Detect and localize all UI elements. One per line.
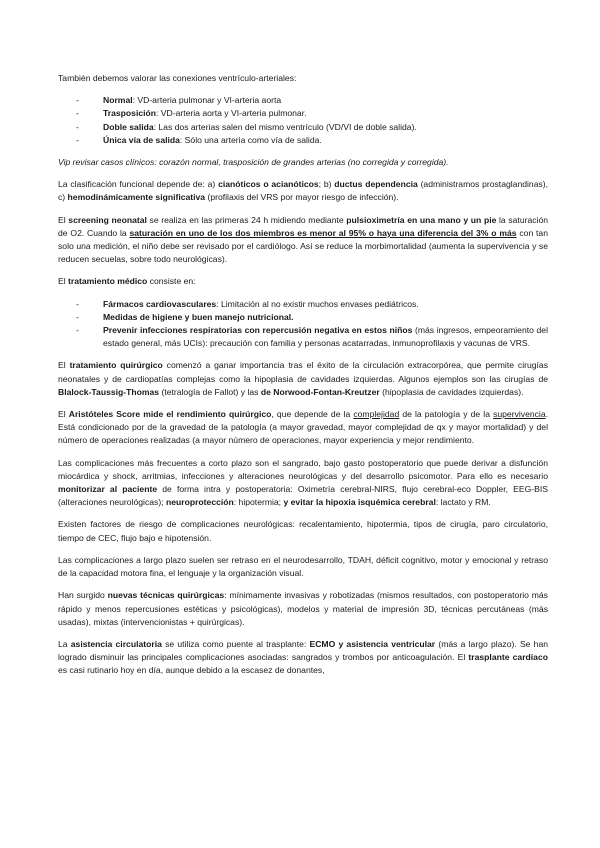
text-run: : hipotermia;: [233, 497, 284, 508]
text-run: (administramos prostaglandinas),: [417, 179, 549, 190]
bold-run: screening neonatal: [68, 214, 147, 225]
paragraph-tratamiento-quirurgico: [58, 359, 548, 399]
bold-run: nuevas técnicas quirúrgicas: [107, 590, 225, 601]
bold-run: tratamiento quirúrgico: [69, 360, 163, 371]
text-run: es casi rutinario hoy en día, aunque debido a la escasez de donantes,: [58, 665, 325, 676]
list-conexiones: [58, 94, 548, 147]
bold-run: Aristóteles Score mide el rendimiento quirúrgico: [68, 409, 272, 420]
list-item-text: (más ingresos, empeoramiento del estado general, más UCIs): precaución con familia y personas acatarradas, inmunoprofilaxis y vacunas de VRS.: [103, 325, 548, 349]
list-item-term: Medidas de higiene y buen manejo nutricional.: [103, 311, 294, 322]
text-run: se utiliza como puente al trasplante:: [161, 638, 310, 649]
paragraph-nuevas-tecnicas: [58, 589, 548, 629]
bold-run: monitorizar al paciente: [58, 484, 158, 495]
text-run: de la patología y de la: [399, 409, 494, 420]
text-run: de forma intra y postoperatoria: Oximetría cerebral-NIRS, flujo cerebral-eco Doppler, EEG-BIS (alteraciones neurológicas);: [58, 484, 548, 508]
paragraph-conexiones-intro: También debemos valorar las conexiones ventrículo-arteriales:: [58, 73, 297, 83]
list-tratamiento-medico: [58, 298, 548, 351]
underline-run: supervivencia: [493, 409, 546, 420]
list-item-term: Fármacos cardiovasculares: [103, 298, 217, 309]
bold-run: neuroprotección: [165, 497, 234, 508]
text-run: (tetralogía de Fallot) y las: [159, 386, 261, 397]
text-run: (hipoplasia de cavidades izquierdas).: [379, 386, 524, 397]
bold-run: ECMO y asistencia ventricular: [309, 638, 436, 649]
bold-run: de Norwood-Fontan-Kreutzer: [260, 386, 380, 397]
text-run: con tan solo una medición, el niño debe ser revisado por el cardiólogo. Así se reduce la morbimortalidad (aumenta la supervivencia y se reducen secuelas, sobre todo neurológicas).: [58, 227, 548, 265]
list-item: [58, 121, 548, 134]
bold-run: tratamiento médico: [68, 276, 148, 287]
bold-run: ductus dependencia: [334, 179, 418, 190]
paragraph-tratamiento-medico: [58, 275, 548, 288]
list-item: [58, 311, 548, 324]
paragraph-complicaciones: [58, 457, 548, 510]
text-run: consiste en:: [147, 276, 196, 287]
list-item-term: Doble salida: [103, 121, 154, 132]
text-run: se realiza en las primeras 24 h midiendo mediante: [146, 214, 347, 225]
list-item-term: Prevenir infecciones respiratorias con repercusión negativa en estos niños: [103, 325, 413, 336]
list-item-term: Única vía de salida: [103, 134, 180, 145]
bold-run: cianóticos o acianóticos: [218, 179, 319, 190]
text-run: , que depende de la: [271, 409, 354, 420]
bold-underline-run: saturación en uno de los dos miembros es menor al 95% o haya una diferencia del 3% o más: [129, 227, 517, 238]
text-run: El: [58, 409, 69, 420]
text-run: : lactato y RM.: [435, 497, 491, 508]
paragraph-aristoteles: [58, 408, 548, 448]
list-item: [58, 298, 548, 311]
text-run: (profilaxis del VRS por mayor riesgo de infección).: [205, 192, 399, 203]
bold-run: trasplante cardíaco: [468, 652, 548, 663]
text-run: Las complicaciones más frecuentes a corto plazo son el sangrado, bajo gasto postoperatorio que puede derivar a disfunción miocárdica y shock, arritmias, infecciones y alteraciones neurológicas y del desarrollo psicomotor. Para ello es necesario: [58, 457, 548, 481]
list-item: [58, 94, 548, 107]
underline-run: complejidad: [353, 409, 400, 420]
text-run: : mínimamente invasivas y robotizadas (mismos resultados, con postoperatorio más rápido y menos repercusiones estéticas y psicológicas), modelos y material de impresión 3D, técnicas percutáneas (más usadas), mixtas (intervencionistas + quirúrgicas).: [58, 590, 548, 627]
list-item: [58, 134, 548, 147]
paragraph-largo-plazo: Las complicaciones a largo plazo suelen ser retraso en el neurodesarrollo, TDAH, déficit cognitivo, motor y emocional y retraso de la capacidad motora fina, el lenguaje y la organización visual.: [58, 554, 548, 579]
text-run: (más a largo plazo). Se han logrado disminuir las principales complicaciones asociadas: sangrados y trombos por anticoagulación. El: [58, 638, 549, 663]
text-run: El: [58, 360, 70, 371]
list-item-text: : Sólo una arteria como vía de salida.: [179, 134, 322, 145]
list-item-text: : Las dos arterias salen del mismo ventrículo (VD/VI de doble salida).: [153, 121, 417, 132]
bold-run: pulsioximetría en una mano y un pie: [346, 214, 497, 225]
text-run: comenzó a ganar importancia tras el éxito de la circulación extracorpórea, que permite cirugías neonatales y de cardiopatías complejas como la hipoplasia de cavidades izquierdas. Algunos ejemplos son las cirugías de: [58, 360, 549, 384]
text-run: La: [58, 638, 71, 649]
list-item: [58, 107, 548, 120]
text-run: El: [58, 214, 69, 225]
paragraph-clasificacion: [58, 178, 548, 204]
list-item-text: : VD-arteria pulmonar y VI-arteria aorta: [132, 95, 282, 106]
text-run: El: [58, 276, 69, 287]
text-run: ;: [318, 179, 324, 190]
bold-run: Blalock-Taussig-Thomas: [58, 386, 160, 397]
bold-run: hemodinámicamente significativa: [67, 192, 206, 203]
text-run: b): [323, 179, 335, 190]
paragraph-asistencia-circulatoria: [58, 638, 548, 678]
bold-run: y evitar la hipoxia isquémica cerebral: [283, 497, 436, 508]
text-run: . Está condicionado por de la gravedad de la patología (a mayor gravedad, mayor complejidad de qx y mayor mortalidad) y del número de operaciones realizadas (a mayor número de operaciones, mayor experiencia y mejor rendimiento.: [58, 409, 549, 446]
text-run: a): [207, 179, 219, 190]
paragraph-screening: [58, 214, 548, 267]
list-item-term: Trasposición: [103, 108, 157, 119]
paragraph-factores-riesgo: Existen factores de riesgo de complicaciones neurológicas: recalentamiento, hipotermia, tipos de cirugía, paro circulatorio, tiempo de CEC, flujo bajo e hipotensión.: [58, 519, 548, 543]
text-run: la saturación de O2. Cuando la: [58, 214, 549, 238]
text-run: La clasificación funcional depende de:: [58, 179, 208, 190]
list-item-text: : Limitación al no existir muchos envases pediátricos.: [216, 298, 419, 309]
text-run: c): [58, 192, 68, 203]
text-run: Han surgido: [58, 590, 108, 601]
bold-run: asistencia circulatoria: [70, 638, 162, 649]
paragraph-vip-note: Vip revisar casos clínicos: corazón normal, trasposición de grandes arterias (no corregida y corregida).: [58, 157, 449, 168]
list-item-text: : VD-arteria aorta y VI-arteria pulmonar.: [156, 108, 307, 119]
list-item: [58, 324, 548, 350]
list-item-term: Normal: [103, 95, 133, 106]
